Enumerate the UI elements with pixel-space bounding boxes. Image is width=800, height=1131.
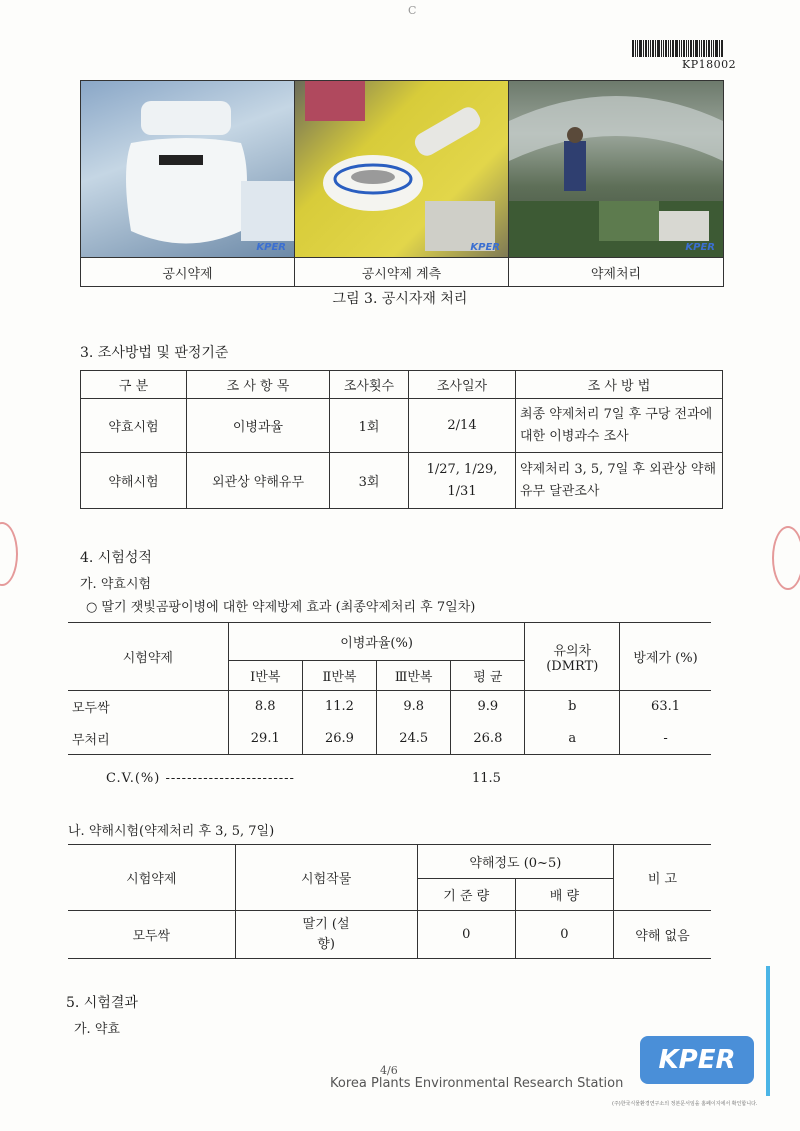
section4-sub-a: 가. 약효시험 <box>80 577 152 592</box>
th-mean: 평 균 <box>451 661 525 691</box>
th-rep2: Ⅱ반복 <box>302 661 376 691</box>
cell-method: 약제처리 3, 5, 7일 후 외관상 약해유무 달관조사 <box>516 453 723 509</box>
cell-rep1: 29.1 <box>228 723 302 755</box>
table-row <box>81 453 723 509</box>
kper-logo: KPER <box>640 1036 754 1084</box>
th-method: 조 사 방 법 <box>516 371 723 399</box>
cell-date: 1/27, 1/29, 1/31 <box>409 453 516 509</box>
table-header-row <box>81 371 723 399</box>
th-significance: 유의차 (DMRT) <box>525 623 620 691</box>
cell-category: 약해시험 <box>81 453 187 509</box>
page-number: 4/6 <box>380 1064 398 1077</box>
cell-standard-dose: 0 <box>417 911 515 959</box>
photo-watermark: KPER <box>470 242 500 253</box>
th-double-dose: 배 량 <box>515 879 613 911</box>
cell-mean: 26.8 <box>451 723 525 755</box>
photo-cell <box>81 81 295 258</box>
efficacy-bullet: ○ 딸기 잿빛곰팡이병에 대한 약제방제 효과 (최종약제처리 후 7일차) <box>86 600 476 615</box>
cv-value: 11.5 <box>472 771 501 786</box>
photo-cell <box>295 81 509 258</box>
th-standard-dose: 기 준 량 <box>417 879 515 911</box>
th-infection-rate: 이병과율(%) <box>228 623 525 661</box>
cell-control-value: - <box>620 723 711 755</box>
photo-watermark: KPER <box>256 242 286 253</box>
cell-rep3: 9.8 <box>377 691 451 723</box>
th-date: 조사일자 <box>409 371 516 399</box>
table-row <box>81 399 723 453</box>
table-row <box>68 723 711 755</box>
seal-stamp-right <box>772 526 800 590</box>
section5-heading: 5. 시험결과 <box>66 995 138 1011</box>
th-drug: 시험약제 <box>68 845 235 911</box>
phytotoxicity-table <box>68 844 711 959</box>
section4-heading: 4. 시험성적 <box>80 550 152 566</box>
barcode <box>632 40 735 57</box>
th-count: 조사횟수 <box>330 371 409 399</box>
figure-title: 그림 3. 공시자재 처리 <box>332 291 468 307</box>
cell-rep1: 8.8 <box>228 691 302 723</box>
seal-stamp-left <box>0 522 18 586</box>
cell-rep3: 24.5 <box>377 723 451 755</box>
cell-method: 최종 약제처리 7일 후 구당 전과에 대한 이병과수 조사 <box>516 399 723 453</box>
th-item: 조 사 항 목 <box>187 371 330 399</box>
th-phytotoxicity-degree: 약해정도 (0~5) <box>417 845 613 879</box>
organization-name: Korea Plants Environmental Research Station <box>330 1076 624 1091</box>
photo-cell <box>509 81 724 258</box>
section4-sub-b: 나. 약해시험(약제처리 후 3, 5, 7일) <box>68 824 275 839</box>
photo-chemical-weighing <box>295 81 508 257</box>
cell-category: 약효시험 <box>81 399 187 453</box>
cell-control-value: 63.1 <box>620 691 711 723</box>
document-code: KP18002 <box>682 58 737 71</box>
cell-mean: 9.9 <box>451 691 525 723</box>
caption-weighing: 공시약제 계측 <box>295 258 509 287</box>
caption-chemical: 공시약제 <box>81 258 295 287</box>
cell-drug: 모두싹 <box>68 911 235 959</box>
caption-spraying: 약제처리 <box>509 258 724 287</box>
cell-rep2: 26.9 <box>302 723 376 755</box>
cell-rep2: 11.2 <box>302 691 376 723</box>
th-rep1: Ⅰ반복 <box>228 661 302 691</box>
photo-spraying <box>509 81 723 257</box>
table-row <box>68 691 711 723</box>
th-control-value: 방제가 (%) <box>620 623 711 691</box>
cell-drug: 모두싹 <box>68 691 228 723</box>
greenhouse-illustration <box>509 81 723 257</box>
top-mark: C <box>408 4 417 17</box>
cv-label: C.V.(%) ------------------------ <box>106 771 295 786</box>
cell-date: 2/14 <box>409 399 516 453</box>
cell-drug: 무처리 <box>68 723 228 755</box>
th-crop: 시험작물 <box>235 845 417 911</box>
photo-figure <box>80 80 724 287</box>
section3-heading: 3. 조사방법 및 판정기준 <box>80 345 229 361</box>
survey-method-table <box>80 370 723 509</box>
th-drug: 시험약제 <box>68 623 228 691</box>
photo-chemical-bottle <box>81 81 294 257</box>
accent-bar <box>766 966 770 1096</box>
cell-crop: 딸기 (설향) <box>235 911 417 959</box>
cell-double-dose: 0 <box>515 911 613 959</box>
cell-item: 이병과율 <box>187 399 330 453</box>
section5-sub-a: 가. 약효 <box>74 1022 120 1037</box>
photo-watermark: KPER <box>685 242 715 253</box>
logo-note: (주)한국식물환경연구소의 정본문서임을 홈페이지에서 확인합니다. <box>612 1101 758 1107</box>
cell-item: 외관상 약해유무 <box>187 453 330 509</box>
table-row <box>68 911 711 959</box>
th-note: 비 고 <box>613 845 711 911</box>
bottle-illustration <box>81 81 294 257</box>
efficacy-table <box>68 622 711 755</box>
scale-illustration <box>295 81 508 257</box>
cell-count: 3회 <box>330 453 409 509</box>
cell-note: 약해 없음 <box>613 911 711 959</box>
th-category: 구 분 <box>81 371 187 399</box>
cell-count: 1회 <box>330 399 409 453</box>
cell-significance: a <box>525 723 620 755</box>
cell-significance: b <box>525 691 620 723</box>
th-rep3: Ⅲ반복 <box>377 661 451 691</box>
